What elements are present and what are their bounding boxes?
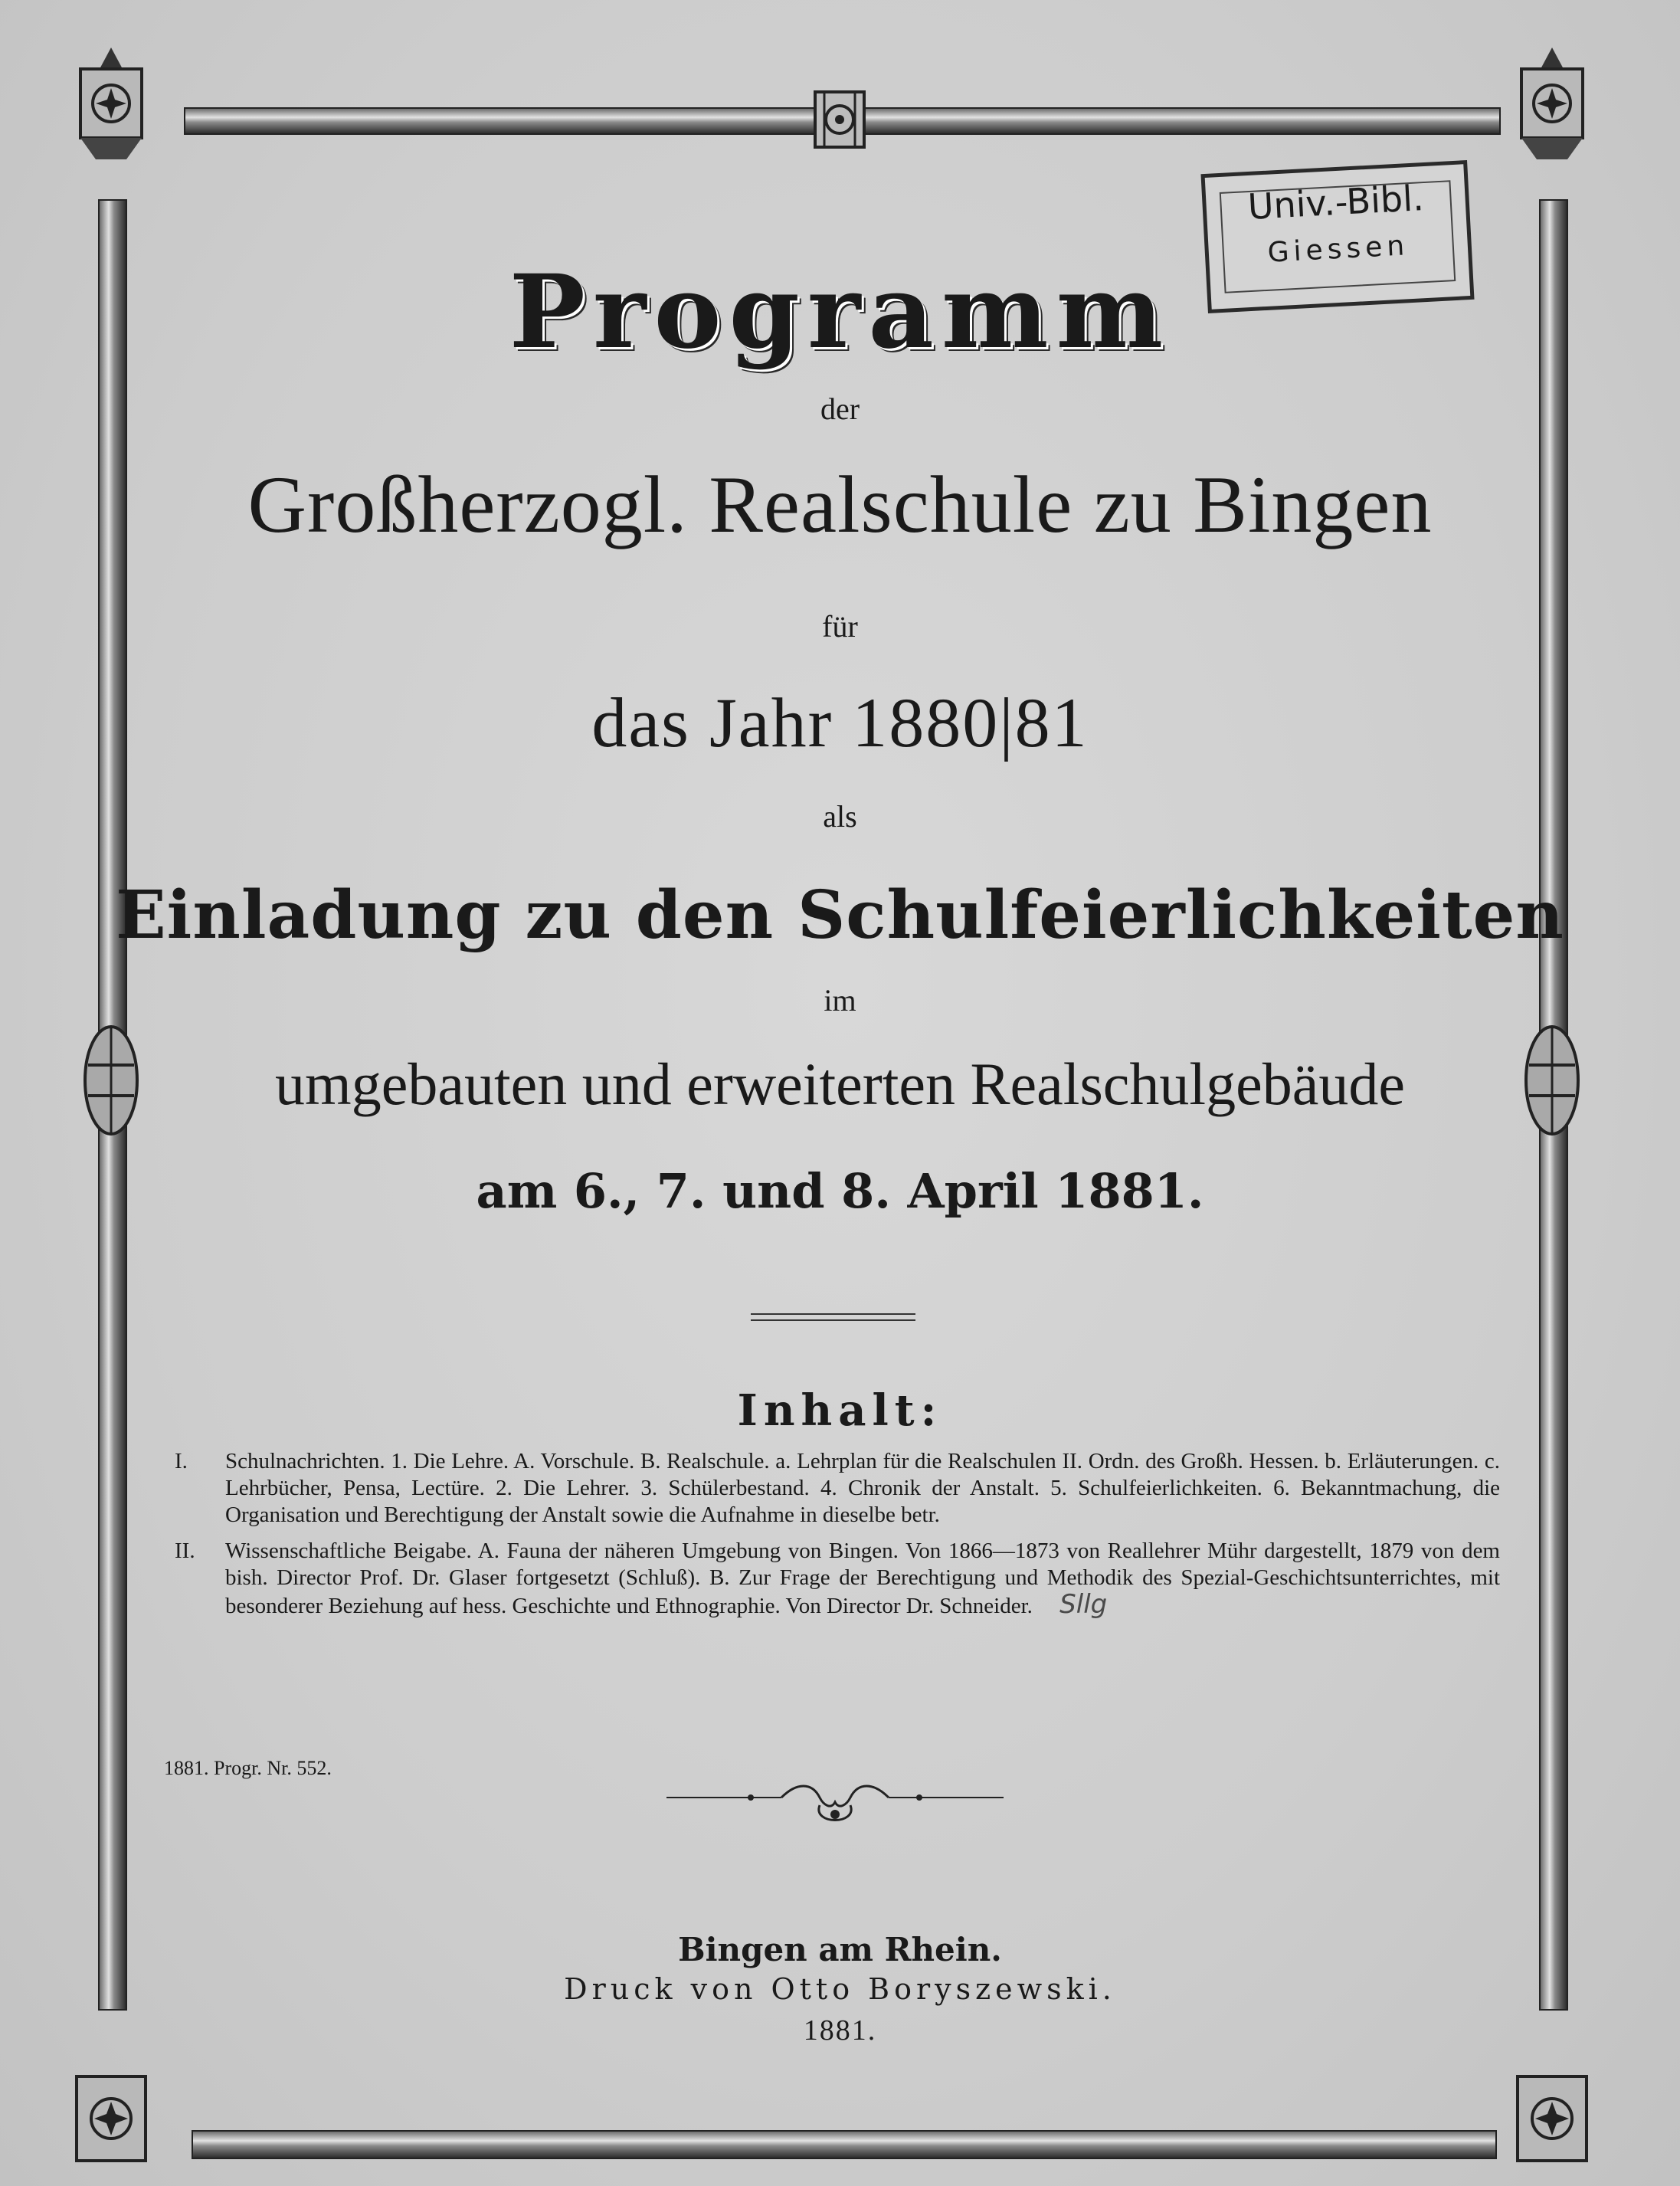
- corner-ornament-top-left: [54, 46, 169, 161]
- connector-fuer: für: [822, 609, 858, 644]
- toc-number: I.: [175, 1449, 188, 1473]
- school-year: das Jahr 1880|81: [591, 683, 1089, 762]
- connector-der: der: [820, 392, 860, 426]
- toc-text: Schulnachrichten. 1. Die Lehre. A. Vorschule. B. Realschule. a. Lehrplan für die Realschulen II. Ordn. des Großh. Hessen. b. Erläuterungen. c. Lehrbücher, Pensa, Lectüre. 2. Die Lehrer. 3. Schülerbestand. 4. Chronik der Anstalt. 5. Schulfeierlichkeiten. 6. Bekanntmachung, die Organisation und Berechtigung der Anstalt sowie die Aufnahme in dieselbe betr.: [225, 1449, 1500, 1527]
- contents-heading: Inhalt:: [737, 1385, 943, 1436]
- toc-number: II.: [175, 1539, 195, 1563]
- stamp-line-2: Giessen: [1266, 230, 1410, 269]
- corner-ornament-bottom-right: [1495, 2061, 1610, 2176]
- building-line: umgebauten und erweiterten Realschulgebäude: [275, 1050, 1405, 1117]
- document-title: Programm: [509, 253, 1171, 372]
- frame-bottom-beam: [192, 2130, 1497, 2159]
- table-of-contents: [175, 1448, 1500, 1629]
- stamp-line-1: Univ.-Bibl.: [1246, 177, 1425, 228]
- corner-ornament-top-right: [1495, 46, 1610, 161]
- publication-place: Bingen am Rhein.: [678, 1931, 1002, 1968]
- toc-text: Wissenschaftliche Beigabe. A. Fauna der näheren Umgebung von Bingen. Von 1866—1873 von Reallehrer Mühr dargestellt, 1879 von dem bish. Director Prof. Dr. Glaser fortgesetzt (Schluß). B. Zur Frage der Berechtigung und Methodik des Spezial-Geschichtsunterrichtes, mit besonderer Beziehung auf hess. Geschichte und Ethnographie. Von Director Dr. Schneider.: [225, 1539, 1500, 1618]
- printer-line: Druck von Otto Boryszewski.: [564, 1972, 1116, 2006]
- top-center-ornament: [801, 81, 878, 158]
- toc-item: [175, 1448, 1500, 1529]
- connector-im: im: [824, 983, 856, 1018]
- invitation-line: Einladung zu den Schulfeierlichkeiten: [116, 877, 1564, 954]
- corner-ornament-bottom-left: [54, 2061, 169, 2176]
- publication-year: 1881.: [803, 2014, 877, 2047]
- flourish-ornament: [666, 1779, 1004, 1830]
- divider-rule: [751, 1313, 915, 1321]
- school-name: Großherzogl. Realschule zu Bingen: [247, 460, 1433, 549]
- connector-als: als: [823, 799, 857, 834]
- handwritten-annotation: Sllg: [1059, 1589, 1108, 1620]
- toc-item: [175, 1538, 1500, 1620]
- event-date: am 6., 7. und 8. April 1881.: [476, 1163, 1204, 1219]
- series-note: 1881. Progr. Nr. 552.: [164, 1757, 332, 1779]
